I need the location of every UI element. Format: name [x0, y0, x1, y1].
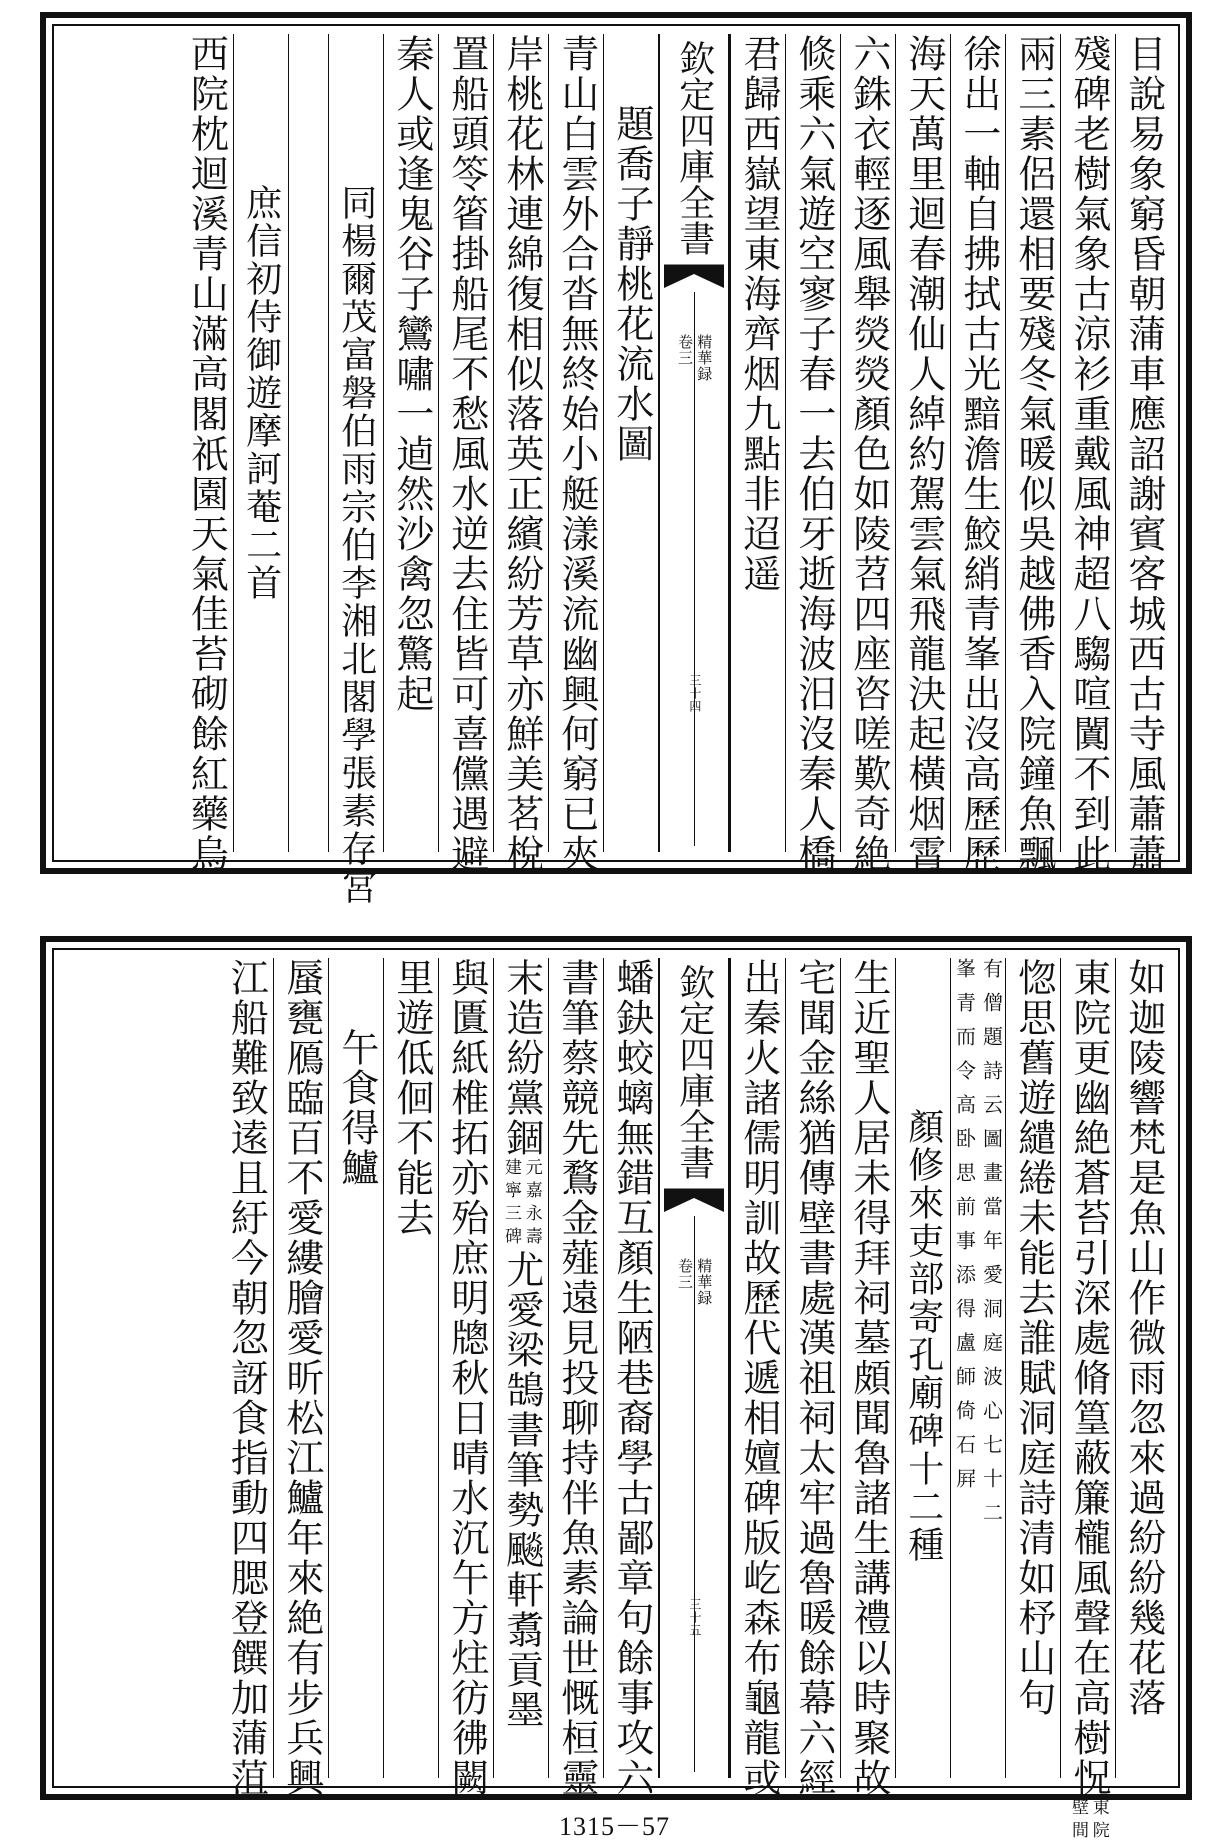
- column-text: 蟠鈌蛟螭無錯互顏生陋巷裔學古鄙章句餘事攻六: [609, 958, 654, 1798]
- fish-tail-mark: [664, 266, 724, 288]
- volume-label: 卷三: [676, 334, 694, 366]
- text-column: [1005, 958, 1060, 1778]
- text-column: [840, 958, 895, 1798]
- commentary-line: 有僧題詩云圖畫當年愛洞庭波心七十二: [979, 958, 1004, 1536]
- column-text: 兩三素侶還相要殘冬氣暖似吳越佛香入院鐘魚飄: [1011, 34, 1056, 874]
- text-column: [218, 958, 273, 1798]
- poem-title-column: [895, 958, 950, 1778]
- text-column: [895, 34, 950, 874]
- text-column: [730, 958, 785, 1798]
- collection-title: 欽定四庫全書: [673, 964, 715, 1180]
- collection-title: 欽定四庫全書: [673, 40, 715, 256]
- column-text: 江船難致逺且紆今朝忽訝食指動四腮登饌加蒲菹: [224, 958, 269, 1798]
- text-column: [178, 34, 233, 874]
- column-text: 尤愛梁鵠書筆勢飈軒翥貢墨: [499, 1250, 544, 1730]
- top-page: [40, 12, 1192, 906]
- book-title: 精華録: [695, 334, 714, 382]
- poem-title: 同楊爾茂富磐伯雨宗伯李湘北閣學張素存宮: [335, 184, 377, 906]
- text-column: [785, 34, 840, 874]
- inline-note-line: 壁間: [1068, 1798, 1088, 1844]
- text-column: [493, 34, 548, 874]
- text-column: [1005, 34, 1060, 874]
- column-text: 生近聖人居未得拜祠墓頗聞魯諸生講禮以時聚故: [846, 958, 891, 1798]
- text-column: [383, 958, 438, 1778]
- text-column: [603, 958, 658, 1798]
- column-text: 置船頭笭箵掛船尾不愁風水逆去住皆可喜儻遇避: [444, 34, 489, 874]
- top-page-columns: [62, 34, 1170, 906]
- column-text: 目說易象窮昏朝蒲車應詔謝賓客城西古寺風蕭蕭: [1121, 34, 1166, 874]
- poem-title: 顏修來吏部寄孔廟碑十二種: [902, 1108, 944, 1564]
- text-column: [548, 34, 603, 874]
- column-text: 徐出一軸自拂拭古光黯澹生鮫綃青峯出沒高歷歷: [956, 34, 1001, 874]
- text-column: [438, 34, 493, 874]
- blank-column: [288, 34, 328, 852]
- poem-title: 題喬子靜桃花流水圖: [609, 104, 654, 464]
- center-fold-banxin: [658, 34, 730, 852]
- column-text: 東院更幽絶蒼苔引深處脩篁蔽簾櫳風聲在高樹怳: [1066, 958, 1111, 1798]
- poem-title-column: [603, 34, 658, 852]
- column-text: 出秦火諸儒明訓故歷代遞相嬗碑版屹森布龜龍或: [736, 958, 781, 1798]
- center-fold-banxin: [658, 958, 730, 1778]
- column-text: 惚思舊遊繾綣未能去誰賦洞庭詩清如杼山句: [1011, 958, 1056, 1718]
- text-column: [785, 958, 840, 1798]
- column-text: 末造紛黨錮: [499, 958, 544, 1158]
- book-title: 精華録: [695, 1258, 714, 1306]
- column-text: 與匱紙椎拓亦殆庶明牕秋日晴水沉午方炷彷彿闕: [444, 958, 489, 1798]
- commentary-line: 峯青而令高卧思前事添得盧師倚石屛: [952, 958, 977, 1502]
- poem-title-column: [233, 34, 288, 852]
- text-column: [1060, 34, 1115, 874]
- inline-note-line: 建寧三碑: [501, 1158, 521, 1250]
- folio-number: 三十四: [687, 674, 702, 713]
- column-text: 君歸西嶽望東海齊烟九點非迢遥: [736, 34, 781, 594]
- poem-title: 庶信初侍御遊摩訶菴二首: [240, 184, 282, 602]
- column-text: 西院枕迴溪青山滿高閣祇園天氣佳苔砌餘紅藥烏: [184, 34, 229, 874]
- column-text: 里遊低佪不能去: [389, 958, 434, 1238]
- text-column-with-note: [493, 958, 548, 1778]
- column-text: 秦人或逢鬼谷子鸞嘯一逌然沙禽忽驚起: [389, 34, 434, 714]
- column-text: 海天萬里迴春潮仙人綽約駕雲氣飛龍決起橫烟霄: [901, 34, 946, 874]
- poem-title-column: [328, 958, 383, 1778]
- column-text: 蜃甕鴈臨百不愛縷膾愛昕松江鱸年來絶有步兵興: [279, 958, 324, 1798]
- text-column-with-note: [1060, 958, 1115, 1844]
- text-column: [950, 34, 1005, 874]
- text-column: [548, 958, 603, 1798]
- column-text: 殘碑老樹氣象古涼衫重戴風神超八騶喧闐不到此: [1066, 34, 1111, 874]
- text-column: [383, 34, 438, 852]
- column-text: 岸桃花林連綿復相似落英正繽紛芳草亦鮮美茗梲: [499, 34, 544, 874]
- column-text: 宅聞金絲猶傳壁書處漢祖祠太牢過魯暖餘幕六經: [791, 958, 836, 1798]
- fish-tail-mark: [664, 1190, 724, 1212]
- text-column: [1115, 958, 1170, 1778]
- text-column: [730, 34, 785, 852]
- inline-note: [501, 1158, 540, 1250]
- volume-label: 卷三: [676, 1258, 694, 1290]
- commentary-column: [950, 958, 1005, 1778]
- inline-note-line: 元嘉永壽: [521, 1158, 542, 1250]
- text-column: [1115, 34, 1170, 874]
- poem-title: 午食得鱸: [334, 1028, 379, 1188]
- column-text: 青山白雲外合沓無終始小艇漾溪流幽興何窮已夾: [554, 34, 599, 874]
- page-number: 1315－57: [558, 1812, 670, 1841]
- column-text: 倐乘六氣遊空寥子春一去伯牙逝海波汨沒秦人橋: [791, 34, 836, 874]
- text-column: [273, 958, 328, 1798]
- text-column: [840, 34, 895, 874]
- column-text: 書筆蔡競先鶩金薤遠見投聊持伴魚素論世慨桓靈: [554, 958, 599, 1798]
- inline-note-line: 東院: [1088, 1798, 1109, 1844]
- poem-title-column: [328, 34, 383, 906]
- column-text: 六銖衣輕逐風舉熒熒顏色如陵苕四座咨嗟歎奇絶: [846, 34, 891, 874]
- column-text: 如迦陵響梵是魚山作微雨忽來過紛紛幾花落: [1121, 958, 1166, 1718]
- text-column: [438, 958, 493, 1798]
- folio-number: 三十五: [687, 1598, 702, 1637]
